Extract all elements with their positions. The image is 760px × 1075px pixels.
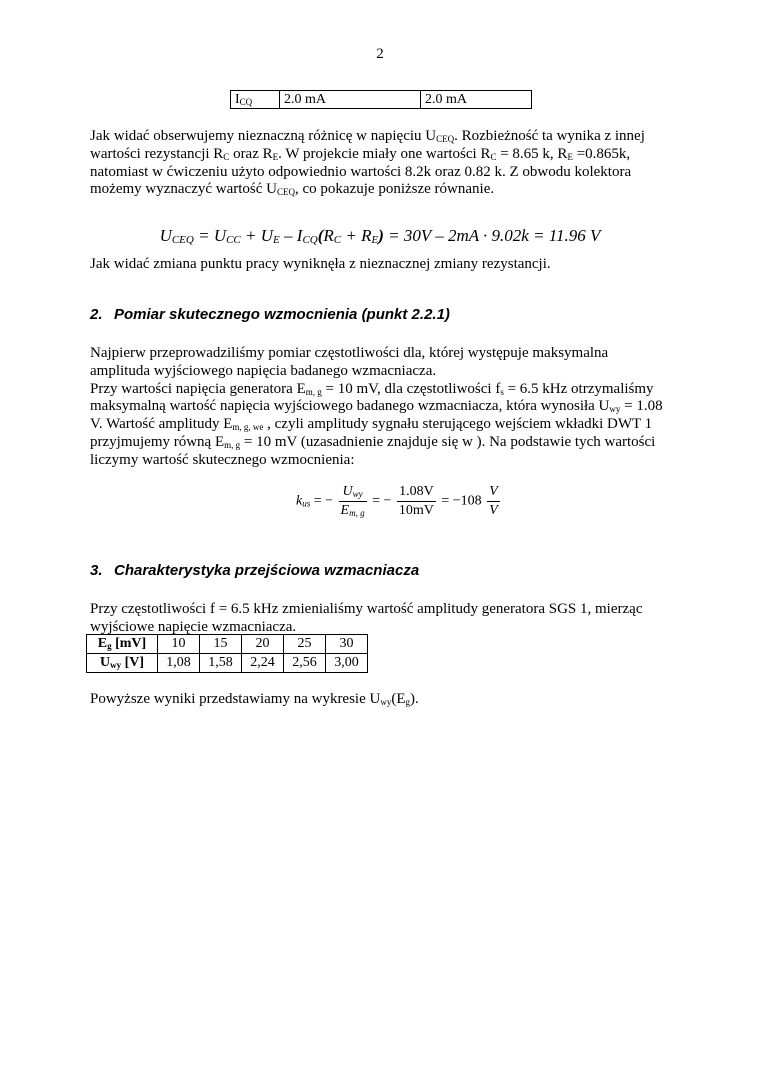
fraction-units: $\frac{V}{V}$ (489, 484, 498, 518)
table-cell: 10 (158, 635, 200, 654)
table-cell: 15 (200, 635, 242, 654)
table-row (87, 654, 368, 673)
top-table (230, 90, 532, 109)
table-header-uwy: $U_{wy}$ [V] (87, 654, 158, 673)
table-row (87, 635, 368, 654)
equation-gain: $k_{us}$ = − $\frac{U_{wy}}{E_{m, g}}$ = − $\frac{1.08V}{10mV}$ = −108 $\frac{V}{V}$ (296, 484, 498, 518)
fraction-values: $\frac{1.08V}{10mV}$ (398, 484, 434, 518)
table-cell: 2.0 mA (421, 91, 532, 109)
table-cell: 2,24 (242, 654, 284, 673)
paragraph-5: Powyższe wyniki przedstawiamy na wykresie $U_{wy}(E_g)$. (90, 691, 419, 707)
table-row (231, 91, 532, 109)
table-header-eg: $E_g$ [mV] (87, 635, 158, 654)
page-number: 2 (376, 46, 384, 62)
table-cell: 3,00 (326, 654, 368, 673)
paragraph-3: Najpierw przeprowadziliśmy pomiar częstotliwości dla, której występuje maksymalna amplituda wyjściowego napięcia badanego wzmacniacza. Przy wartości napięcia generatora $E_{m, g} = 10$ mV, dla częstotliwości $f_s = 6.5$ kHz otrzymaliśmy maksymalną wartość napięcia wyjściowego badanego wzmacniacza, która wynosiła $U_{wy} = 1.08$ V. Wartość amplitudy $E_{m, g, we}$ , czyli amplitudy sygnału sterującego wejściem wkładki DWT 1 przyjmujemy równą $E_{m, g} = 10$ mV (uzasadnienie znajduje się w ). Na podstawie tych wartości liczymy wartość skutecznego wzmocnienia: (90, 345, 663, 468)
table-cell: 25 (284, 635, 326, 654)
section-heading-2: 2. Pomiar skutecznego wzmocnienia (punkt 2.2.1) (90, 306, 450, 323)
equation-uceq: $U_{CEQ} = U_{CC} + U_E - I_{CQ}(R_C + R_E) = 30V - 2mA \cdot 9.02k = 11.96$ V (159, 226, 601, 246)
paragraph-4: Przy częstotliwości f = 6.5 kHz zmienialiśmy wartość amplitudy generatora SGS 1, mierząc wyjściowe napięcie wzmacniacza. (90, 601, 643, 635)
paragraph-1: Jak widać obserwujemy nieznaczną różnicę w napięciu $U_{CEQ}$. Rozbieżność ta wynika z innej wartości rezystancji $R_C$ oraz $R_E$. W projekcie miały one wartości $R_C = 8.65$ k, $R_E =0.865k$, natomiast w ćwiczeniu użyto odpowiednio wartości 8.2k oraz 0.82 k. Z obwodu kolektora możemy wyznaczyć wartość $U_{CEQ}$, co pokazuje poniższe równanie. (90, 128, 645, 198)
table-cell: 20 (242, 635, 284, 654)
table-cell: 2,56 (284, 654, 326, 673)
paragraph-2: Jak widać zmiana punktu pracy wyniknęła z nieznacznej zmiany rezystancji. (90, 256, 551, 272)
measurement-table (86, 634, 368, 673)
section-heading-3: 3. Charakterystyka przejściowa wzmacniacza (90, 562, 420, 579)
table-cell: 1,58 (200, 654, 242, 673)
fraction-uwy-em: $\frac{U_{wy}}{E_{m, g}}$ (340, 484, 365, 518)
table-cell: 1,08 (158, 654, 200, 673)
table-cell: $I_{CQ}$ (231, 91, 280, 109)
table-cell: 30 (326, 635, 368, 654)
table-cell: 2.0 mA (280, 91, 421, 109)
